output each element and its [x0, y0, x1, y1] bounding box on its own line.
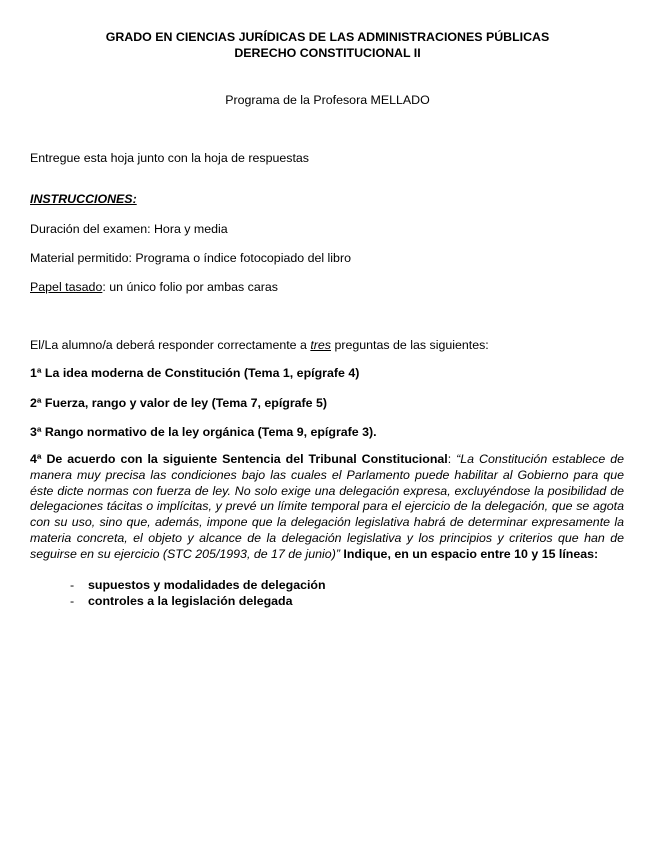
question-4-item-text: supuestos y modalidades de delegación [88, 578, 326, 592]
duration-line [30, 222, 228, 236]
material-value: : Programa o índice fotocopiado del libro [128, 251, 351, 265]
submit-note: Entregue esta hoja junto con la hoja de respuestas [30, 151, 309, 165]
question-4-tail: Indique, en un espacio entre 10 y 15 líneas: [339, 546, 599, 561]
material-label: Material permitido [30, 251, 129, 265]
question-4-item-text: controles a la legislación delegada [88, 594, 293, 608]
paper-line [30, 280, 278, 294]
question-3: 3ª Rango normativo de la ley orgánica (Tema 9, epígrafe 3). [30, 425, 377, 439]
degree-title: GRADO EN CIENCIAS JURÍDICAS DE LAS ADMINISTRACIONES PÚBLICAS [105, 30, 550, 44]
paper-value: : un único folio por ambas caras [102, 280, 278, 294]
duration-value: : Hora y media [147, 222, 228, 236]
question-4-lead: 4ª De acuerdo con la siguiente Sentencia del Tribunal Constitucional [30, 452, 448, 466]
question-1: 1ª La idea moderna de Constitución (Tema 1, epígrafe 4) [30, 366, 360, 380]
dash-icon: - [70, 578, 75, 592]
prompt-after: preguntas de las siguientes: [331, 338, 489, 352]
paper-label: Papel tasado [30, 280, 103, 294]
question-4-item [70, 578, 326, 592]
material-line [30, 251, 351, 265]
prompt-before: El/La alumno/a deberá responder correctamente a [30, 338, 311, 352]
question-4 [30, 452, 624, 563]
prompt-line [30, 338, 489, 352]
instructions-title: INSTRUCCIONES: [30, 192, 137, 206]
question-4-colon: : [447, 452, 457, 466]
duration-label: Duración del examen [30, 222, 148, 236]
program-title: Programa de la Profesora MELLADO [225, 93, 430, 107]
dash-icon: - [70, 594, 75, 608]
question-4-quote: “La Constitución establece de manera muy precisa las condiciones bajo las cuales el Parlamento puede habilitar al Gobierno para que éste dicte normas con fuerza de ley. No solo exige una delegación expresa, excluyéndose la posibilidad de delegaciones tácitas o implícitas, y prevé un límite temporal para el ejercicio de la delegación, que se agota con su uso, sino que, además, impone que la delegación legislativa habrá de determinar expresamente la materia concreta, el objeto y alcance de la delegación legislativa y los principios y criterios que han de seguirse en su ejercicio (STC 205/1993, de 17 de junio)” [30, 452, 624, 561]
question-2: 2ª Fuerza, rango y valor de ley (Tema 7, epígrafe 5) [30, 396, 328, 410]
prompt-emphasis: tres [310, 338, 331, 352]
course-title: DERECHO CONSTITUCIONAL II [234, 46, 421, 60]
question-4-item [70, 594, 293, 608]
